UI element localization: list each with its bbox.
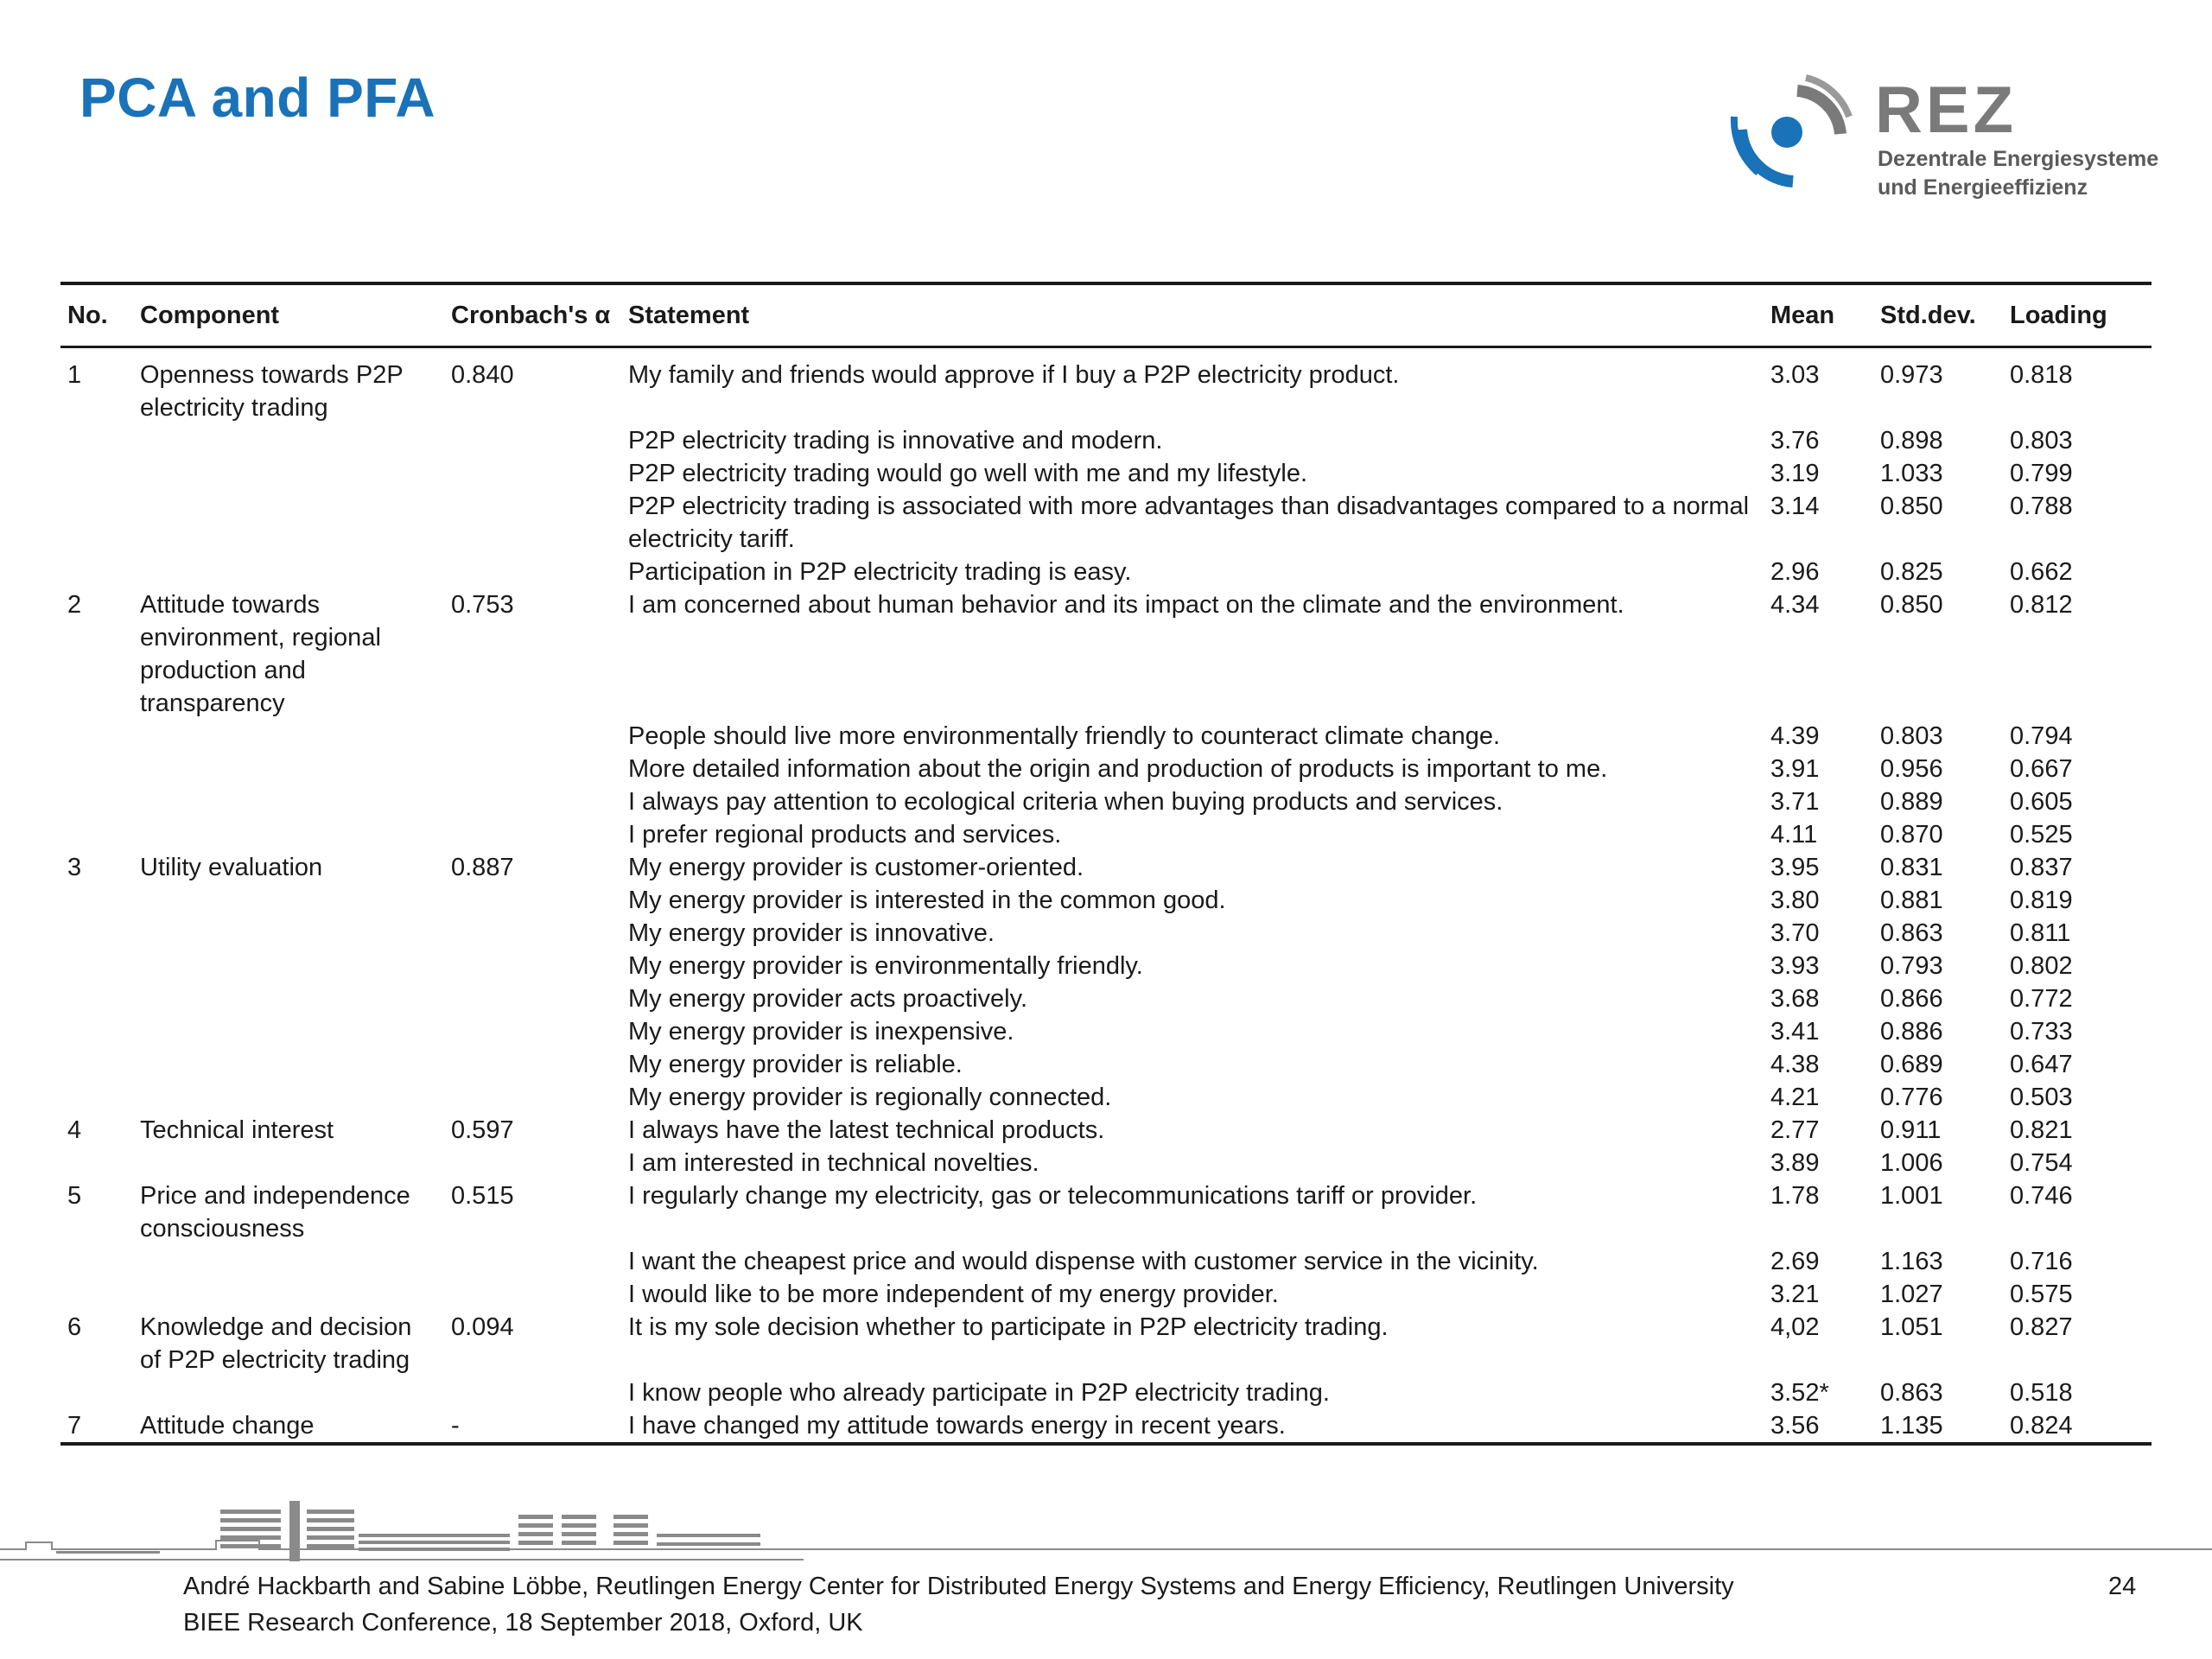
table-row [60, 753, 2152, 785]
header-statement: Statement [621, 283, 1764, 347]
cell-no: 2 [67, 591, 82, 619]
cell-statement: P2P electricity trading is innovative and modern. [628, 427, 1163, 454]
table-row [60, 720, 2152, 753]
cell-mean: 4,02 [1770, 1313, 1820, 1341]
cell-cronbach-alpha: 0.515 [451, 1182, 514, 1210]
cell-mean: 3.21 [1770, 1281, 1820, 1308]
cell-cronbach-alpha [444, 884, 621, 917]
cell-loading: 0.518 [2010, 1379, 2073, 1407]
cell-no [60, 1081, 133, 1114]
cell-statement: More detailed information about the origin and production of products is important to me. [628, 755, 1608, 783]
cell-component [133, 720, 444, 753]
header-mean: Mean [1764, 283, 1873, 347]
cell-component: Price and independence consciousness [140, 1182, 410, 1243]
cell-mean: 3.14 [1770, 493, 1820, 520]
cell-component: Utility evaluation [140, 854, 323, 881]
cell-loading: 0.647 [2010, 1051, 2073, 1078]
cell-loading: 0.812 [2010, 591, 2073, 619]
cell-statement: My energy provider is interested in the common good. [628, 887, 1226, 914]
cell-no [60, 917, 133, 950]
cell-no [60, 556, 133, 588]
cell-component: Attitude towards environment, regional production and transparency [140, 591, 381, 717]
cell-loading: 0.818 [2010, 361, 2073, 389]
cell-cronbach-alpha [444, 720, 621, 753]
cell-cronbach-alpha [444, 1081, 621, 1114]
cell-mean: 3.71 [1770, 788, 1820, 816]
cell-no: 7 [60, 1409, 133, 1444]
cell-mean: 4.39 [1770, 722, 1820, 750]
table-row [60, 1114, 2152, 1147]
cell-component [133, 917, 444, 950]
page-number: 24 [2108, 1573, 2137, 1600]
cell-component [133, 753, 444, 785]
cell-cronbach-alpha: 0.753 [451, 591, 514, 619]
cell-loading: 0.788 [2010, 493, 2073, 520]
cell-statement: People should live more environmentally friendly to counteract climate change. [628, 722, 1501, 750]
table-row [60, 490, 2152, 556]
cell-no [60, 457, 133, 490]
cell-cronbach-alpha [444, 490, 621, 556]
cell-component [133, 884, 444, 917]
cell-no: 3 [67, 854, 82, 881]
cell-statement: I prefer regional products and services. [628, 821, 1062, 849]
cell-cronbach-alpha: 0.094 [451, 1313, 514, 1341]
cell-loading: 0.794 [2010, 722, 2073, 750]
cell-no [60, 884, 133, 917]
cell-statement: I would like to be more independent of my energy provider. [628, 1281, 1279, 1308]
cell-std-dev: 1.006 [1880, 1149, 1943, 1177]
cell-std-dev: 0.850 [1880, 591, 1943, 619]
cell-std-dev: 1.135 [1873, 1409, 2003, 1444]
cell-cronbach-alpha [444, 1015, 621, 1048]
rez-logo-icon [1724, 69, 1853, 199]
cell-no [60, 785, 133, 818]
cell-statement: I regularly change my electricity, gas or telecommunications tariff or provider. [628, 1182, 1478, 1210]
cell-mean: 3.52* [1770, 1379, 1829, 1407]
cell-cronbach-alpha [444, 982, 621, 1015]
cell-loading: 0.605 [2010, 788, 2073, 816]
results-table [60, 282, 2152, 1446]
cell-cronbach-alpha [444, 950, 621, 982]
table-row [60, 982, 2152, 1015]
cell-component [133, 1278, 444, 1311]
cell-loading: 0.716 [2010, 1248, 2073, 1275]
cell-statement: My energy provider acts proactively. [628, 985, 1028, 1013]
cell-no [60, 424, 133, 457]
cell-component [133, 424, 444, 457]
header-std-dev: Std.dev. [1873, 283, 2003, 347]
table-row [60, 424, 2152, 457]
cell-loading: 0.772 [2010, 985, 2073, 1013]
cell-component [133, 1081, 444, 1114]
cell-mean: 3.68 [1770, 985, 1820, 1013]
cell-statement: My family and friends would approve if I buy a P2P electricity product. [628, 361, 1400, 389]
cell-statement: I know people who already participate in P2P electricity trading. [628, 1379, 1330, 1407]
cell-no [60, 753, 133, 785]
cell-std-dev: 0.881 [1880, 887, 1943, 914]
cell-mean: 2.77 [1770, 1116, 1820, 1144]
footer-authors: André Hackbarth and Sabine Löbbe, Reutlingen Energy Center for Distributed Energy Systems and Energy Efficiency, Reutlingen University [183, 1573, 1734, 1600]
cell-mean: 4.34 [1770, 591, 1820, 619]
cell-no [60, 950, 133, 982]
cell-cronbach-alpha [444, 917, 621, 950]
cell-loading: 0.667 [2010, 755, 2073, 783]
header-no: No. [60, 283, 133, 347]
cell-no [60, 1245, 133, 1278]
cell-std-dev: 0.825 [1880, 558, 1943, 586]
cell-component [133, 950, 444, 982]
cell-mean: 3.56 [1764, 1409, 1873, 1444]
cell-no [60, 490, 133, 556]
pca-table [60, 282, 2152, 1446]
cell-loading: 0.575 [2010, 1281, 2073, 1308]
cell-component [133, 1147, 444, 1179]
logo-subtitle [1878, 145, 2158, 202]
cell-component: Attitude change [133, 1409, 444, 1444]
cell-std-dev: 0.956 [1880, 755, 1943, 783]
cell-cronbach-alpha: 0.840 [451, 361, 514, 389]
cell-cronbach-alpha [444, 1147, 621, 1179]
cell-component [133, 1015, 444, 1048]
cell-cronbach-alpha [444, 1376, 621, 1409]
table-row [60, 851, 2152, 884]
cell-mean: 3.41 [1770, 1018, 1820, 1046]
cell-component [133, 1245, 444, 1278]
cell-cronbach-alpha [444, 1245, 621, 1278]
cell-mean: 4.11 [1770, 821, 1818, 849]
table-row [60, 1081, 2152, 1114]
cell-std-dev: 0.866 [1880, 985, 1943, 1013]
cell-mean: 4.38 [1770, 1051, 1820, 1078]
table-row [60, 884, 2152, 917]
table-row [60, 1245, 2152, 1278]
cell-component [133, 457, 444, 490]
cell-cronbach-alpha [444, 556, 621, 588]
cell-std-dev: 0.863 [1880, 919, 1943, 947]
cell-component [133, 556, 444, 588]
cell-statement: My energy provider is regionally connected. [628, 1084, 1112, 1111]
cell-std-dev: 1.163 [1880, 1248, 1943, 1275]
table-row [60, 457, 2152, 490]
cell-loading: 0.819 [2010, 887, 2073, 914]
cell-statement: My energy provider is innovative. [628, 919, 995, 947]
table-row [60, 1015, 2152, 1048]
logo-subtitle-line2: und Energieeffizienz [1878, 175, 2088, 200]
cell-statement: I have changed my attitude towards energy in recent years. [621, 1409, 1764, 1444]
cell-mean: 3.89 [1770, 1149, 1820, 1177]
cell-mean: 3.93 [1770, 952, 1820, 980]
cell-cronbach-alpha [444, 1048, 621, 1081]
cell-std-dev: 0.889 [1880, 788, 1943, 816]
table-row [60, 1179, 2152, 1245]
cell-loading: 0.503 [2010, 1084, 2073, 1111]
cell-mean: 4.21 [1770, 1084, 1820, 1111]
table-row [60, 588, 2152, 720]
cell-mean: 3.19 [1770, 460, 1820, 487]
cell-statement: It is my sole decision whether to participate in P2P electricity trading. [628, 1313, 1389, 1341]
cell-statement: I always have the latest technical products. [628, 1116, 1105, 1144]
cell-cronbach-alpha [444, 818, 621, 851]
cell-mean: 3.80 [1770, 887, 1820, 914]
cell-no [60, 1048, 133, 1081]
cell-loading: 0.821 [2010, 1116, 2073, 1144]
cell-component: Knowledge and decision of P2P electricity trading [140, 1313, 412, 1374]
header-cronbach-alpha: Cronbach's α [444, 283, 621, 347]
cell-no: 4 [67, 1116, 82, 1144]
cell-mean: 3.70 [1770, 919, 1820, 947]
logo-name: REZ [1875, 73, 2017, 147]
cell-std-dev: 0.911 [1880, 1116, 1942, 1144]
cell-std-dev: 0.689 [1880, 1051, 1943, 1078]
cell-statement: My energy provider is environmentally friendly. [628, 952, 1143, 980]
cell-std-dev: 0.793 [1880, 952, 1943, 980]
cell-no [60, 1278, 133, 1311]
cell-mean: 2.96 [1770, 558, 1820, 586]
slide-title: PCA and PFA [79, 67, 436, 129]
table-body [60, 347, 2152, 1445]
table-row [60, 556, 2152, 588]
cell-component: Technical interest [140, 1116, 334, 1144]
cell-std-dev: 0.870 [1880, 821, 1943, 849]
cell-loading: 0.799 [2010, 460, 2073, 487]
cell-statement: Participation in P2P electricity trading is easy. [628, 558, 1132, 586]
cell-std-dev: 0.776 [1880, 1084, 1943, 1111]
cell-mean: 1.78 [1770, 1182, 1820, 1210]
cell-std-dev: 0.898 [1880, 427, 1943, 454]
cell-component [133, 1048, 444, 1081]
cell-component [133, 982, 444, 1015]
cell-cronbach-alpha [444, 1278, 621, 1311]
cell-statement: P2P electricity trading would go well with me and my lifestyle. [628, 460, 1308, 487]
cell-component [133, 785, 444, 818]
cell-std-dev: 0.831 [1880, 854, 1943, 881]
cell-no: 1 [67, 361, 82, 389]
table-row [60, 917, 2152, 950]
cell-statement: I want the cheapest price and would dispense with customer service in the vicinity. [628, 1248, 1539, 1275]
cell-component [133, 818, 444, 851]
cell-cronbach-alpha [444, 457, 621, 490]
footer-conference: BIEE Research Conference, 18 September 2018, Oxford, UK [183, 1609, 863, 1637]
cell-mean: 2.69 [1770, 1248, 1820, 1275]
table-row [60, 1376, 2152, 1409]
table-row [60, 818, 2152, 851]
cell-no [60, 1376, 133, 1409]
cell-cronbach-alpha [444, 424, 621, 457]
cell-no [60, 818, 133, 851]
cell-std-dev: 1.027 [1880, 1281, 1943, 1308]
table-header-row [60, 283, 2152, 347]
skyline-decoration [0, 1499, 2212, 1564]
cell-loading: 0.662 [2010, 558, 2073, 586]
cell-std-dev: 1.001 [1880, 1182, 1943, 1210]
cell-no: 6 [67, 1313, 82, 1341]
table-row [60, 1311, 2152, 1376]
cell-statement: My energy provider is inexpensive. [628, 1018, 1014, 1046]
cell-cronbach-alpha [444, 785, 621, 818]
header-component: Component [133, 283, 444, 347]
table-row [60, 347, 2152, 425]
cell-mean: 3.95 [1770, 854, 1820, 881]
cell-cronbach-alpha: - [444, 1409, 621, 1444]
cell-std-dev: 1.051 [1880, 1313, 1943, 1341]
table-row [60, 1048, 2152, 1081]
cell-mean: 3.03 [1770, 361, 1820, 389]
cell-statement: I always pay attention to ecological criteria when buying products and services. [628, 788, 1503, 816]
table-row [60, 1147, 2152, 1179]
cell-std-dev: 0.973 [1880, 361, 1943, 389]
cell-statement: I am interested in technical novelties. [628, 1149, 1039, 1177]
cell-loading: 0.811 [2010, 919, 2071, 947]
header-loading: Loading [2003, 283, 2152, 347]
cell-loading: 0.754 [2010, 1149, 2073, 1177]
table-row [60, 1278, 2152, 1311]
cell-std-dev: 1.033 [1880, 460, 1943, 487]
cell-no: 5 [67, 1182, 82, 1210]
table-row [60, 785, 2152, 818]
cell-mean: 3.76 [1770, 427, 1820, 454]
cell-loading: 0.802 [2010, 952, 2073, 980]
cell-std-dev: 0.850 [1880, 493, 1943, 520]
cell-loading: 0.803 [2010, 427, 2073, 454]
cell-loading: 0.746 [2010, 1182, 2073, 1210]
rez-logo [1724, 69, 2182, 212]
cell-statement: I am concerned about human behavior and its impact on the climate and the environment. [628, 591, 1624, 619]
cell-loading: 0.733 [2010, 1018, 2073, 1046]
cell-cronbach-alpha: 0.887 [451, 854, 514, 881]
cell-statement: My energy provider is customer-oriented. [628, 854, 1084, 881]
cell-component [133, 490, 444, 556]
cell-loading: 0.525 [2010, 821, 2073, 849]
cell-no [60, 1147, 133, 1179]
table-row [60, 1409, 2152, 1444]
cell-component [133, 1376, 444, 1409]
cell-cronbach-alpha [444, 753, 621, 785]
cell-cronbach-alpha: 0.597 [451, 1116, 514, 1144]
cell-component: Openness towards P2P electricity trading [140, 361, 404, 422]
cell-loading: 0.827 [2010, 1313, 2073, 1341]
cell-std-dev: 0.863 [1880, 1379, 1943, 1407]
cell-std-dev: 0.803 [1880, 722, 1943, 750]
logo-subtitle-line1: Dezentrale Energiesysteme [1878, 147, 2159, 171]
cell-no [60, 982, 133, 1015]
cell-statement: P2P electricity trading is associated with more advantages than disadvantages compared to a normal electricity tariff. [628, 493, 1750, 553]
cell-no [60, 1015, 133, 1048]
cell-loading: 0.837 [2010, 854, 2073, 881]
cell-statement: My energy provider is reliable. [628, 1051, 963, 1078]
cell-mean: 3.91 [1770, 755, 1820, 783]
cell-loading: 0.824 [2003, 1409, 2152, 1444]
cell-std-dev: 0.886 [1880, 1018, 1943, 1046]
table-row [60, 950, 2152, 982]
cell-no [60, 720, 133, 753]
